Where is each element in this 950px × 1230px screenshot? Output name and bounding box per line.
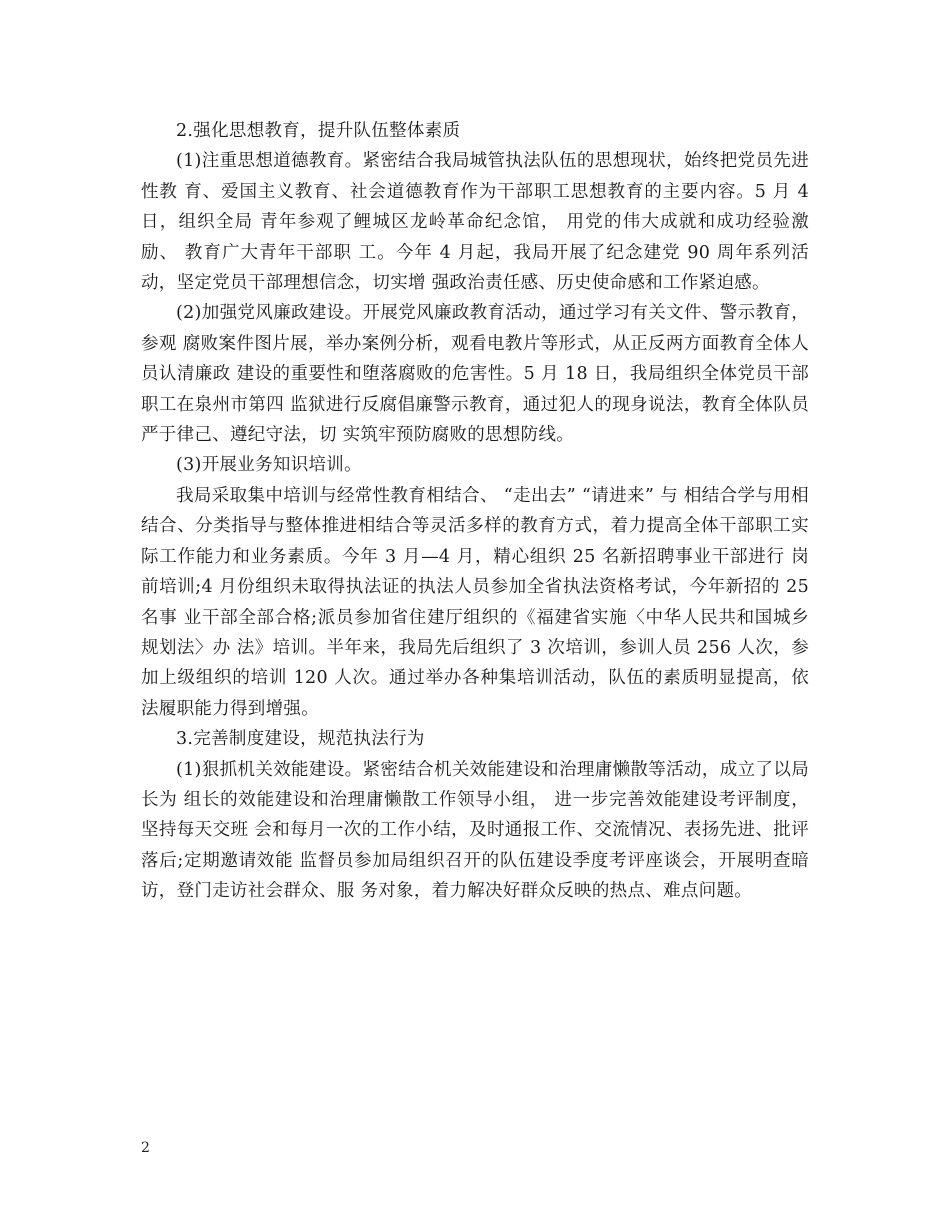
section-heading-3: 3.完善制度建设，规范执法行为	[176, 729, 425, 750]
section-heading-2: 2.强化思想教育，提升队伍整体素质	[176, 121, 461, 141]
document-body	[141, 116, 809, 907]
subheading-business-training: (3)开展业务知识培训。	[176, 455, 362, 476]
paragraph-clean-governance: (2)加强党风廉政建设。开展党风廉政教育活动，通过学习有关文件、警示教育，参观 腐败案件图片展，举办案例分析，观看电教片等形式，从正反两方面教育全体人员认清廉政 建设的重要性和堕落腐败的危害性。5 月 18 日，我局组织全体党员干部职工在泉州市第四 监狱进行反腐倡廉警示教育，通过犯人的现身说法，教育全体队员严于律己、遵纪守法，切 实筑牢预防腐败的思想防线。	[141, 303, 809, 446]
page-number: 2	[141, 1140, 150, 1156]
paragraph-efficiency-building: (1)狠抓机关效能建设。紧密结合机关效能建设和治理庸懒散等活动，成立了以局长为 组长的效能建设和治理庸懒散工作领导小组， 进一步完善效能建设考评制度， 坚持每天交班 会和每月一次的工作小结，及时通报工作、交流情况、表扬先进、批评落后;定期邀请效能 监督员参加局组织召开的队伍建设季度考评座谈会，开展明查暗访，登门走访社会群众、服 务对象，着力解决好群众反映的热点、难点问题。	[141, 759, 809, 902]
paragraph-ideological-education: (1)注重思想道德教育。紧密结合我局城管执法队伍的思想现状，始终把党员先进性教 育、爱国主义教育、社会道德教育作为干部职工思想教育的主要内容。5 月 4 日，组织全局 青年参观了鲤城区龙岭革命纪念馆， 用党的伟大成就和成功经验激励、 教育广大青年干部职 工。今年 4 月起，我局开展了纪念建党 90 周年系列活动，坚定党员干部理想信念，切实增 强政治责任感、历史使命感和工作紧迫感。	[141, 151, 809, 294]
paragraph-training-details: 我局采取集中培训与经常性教育相结合、 “走出去” “请进来” 与 相结合学与用相结合、分类指导与整体推进相结合等灵活多样的教育方式，着力提高全体干部职工实际工作能力和业务素质。今年 3 月—4 月，精心组织 25 名新招聘事业干部进行 岗前培训;4 月份组织未取得执法证的执法人员参加全省执法资格考试，今年新招的 25 名事 业干部全部合格;派员参加省住建厅组织的《福建省实施〈中华人民共和国城乡规划法〉办 法》培训。半年来，我局先后组织了 3 次培训，参训人员 256 人次，参加上级组织的培训 120 人次。通过举办各种集培训活动，队伍的素质明显提高，依法履职能力得到增强。	[141, 485, 809, 719]
